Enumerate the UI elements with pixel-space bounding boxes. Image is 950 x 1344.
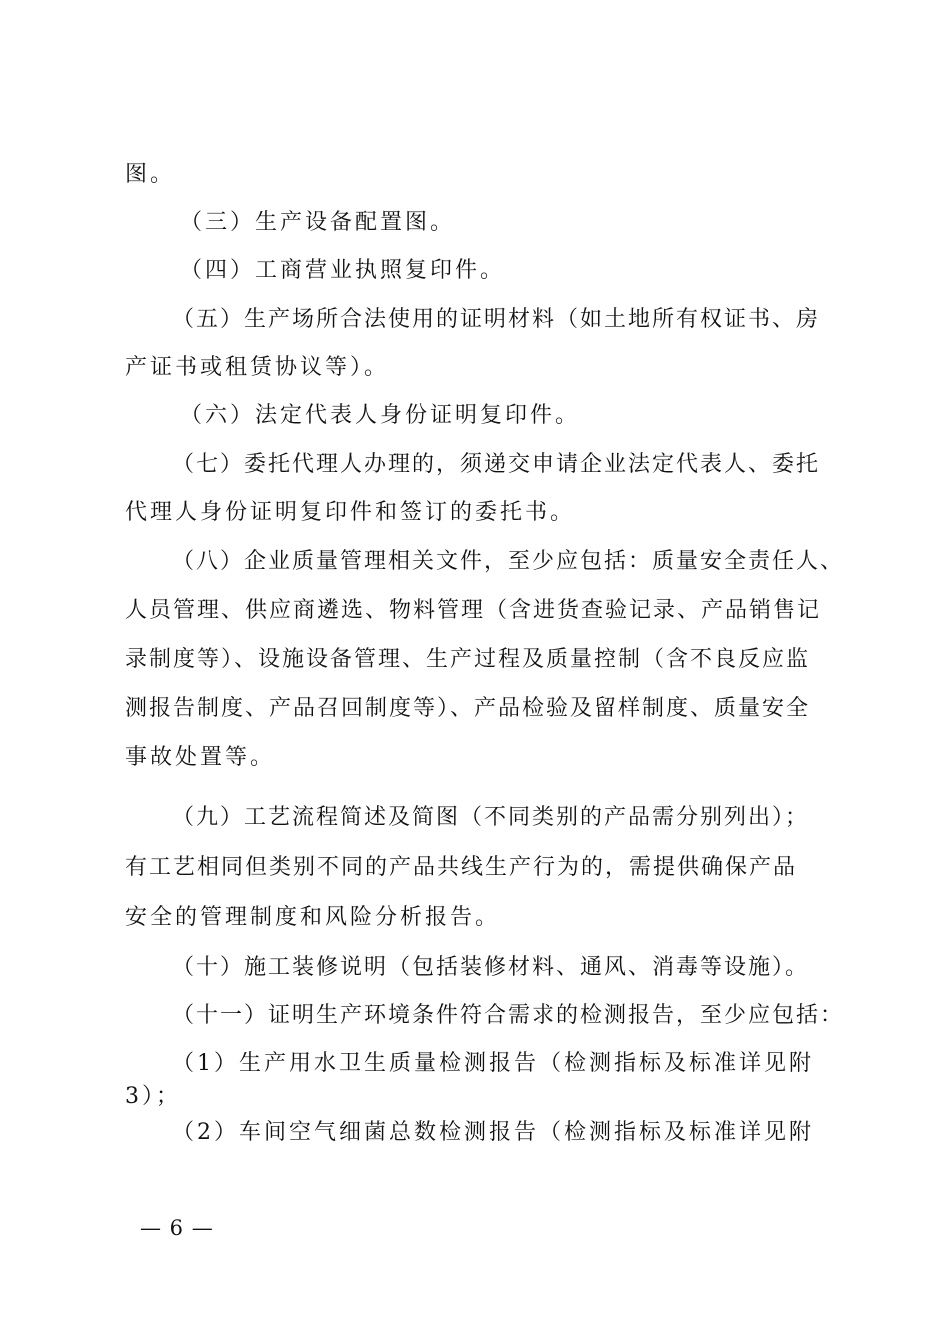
page-number: — 6 — <box>140 1216 214 1240</box>
text-line: （1）生产用水卫生质量检测报告（检测指标及标准详见附 <box>172 1051 814 1076</box>
text-line: 录制度等）、设施设备管理、生产过程及质量控制（含不良反应监 <box>125 647 811 672</box>
text-line: 人员管理、供应商遴选、物料管理（含进货查验记录、产品销售记 <box>125 598 822 623</box>
text-line: 测报告制度、产品召回制度等）、产品检验及留样制度、质量安全 <box>125 696 811 721</box>
text-line: 代理人身份证明复印件和签订的委托书。 <box>125 500 576 525</box>
text-line: （2）车间空气细菌总数检测报告（检测指标及标准详见附 <box>172 1120 814 1145</box>
text-line: （八）企业质量管理相关文件，至少应包括：质量安全责任人、 <box>172 549 845 574</box>
text-line: 产证书或租赁协议等）。 <box>125 355 390 380</box>
text-line: 有工艺相同但类别不同的产品共线生产行为的，需提供确保产品 <box>125 855 798 880</box>
text-line: 图。 <box>125 162 176 187</box>
text-line: （六）法定代表人身份证明复印件。 <box>180 403 581 428</box>
text-line: 安全的管理制度和风险分析报告。 <box>125 905 501 930</box>
text-line: （九）工艺流程简述及简图（不同类别的产品需分别列出）； <box>172 805 810 830</box>
text-line: 3）； <box>125 1084 181 1109</box>
text-line: 事故处置等。 <box>125 745 276 770</box>
text-line: （四）工商营业执照复印件。 <box>180 258 506 283</box>
text-line: （三）生产设备配置图。 <box>180 210 456 235</box>
text-line: （十一）证明生产环境条件符合需求的检测报告，至少应包括： <box>172 1003 845 1028</box>
text-line: （七）委托代理人办理的，须递交申请企业法定代表人、委托 <box>172 452 821 477</box>
text-line: （五）生产场所合法使用的证明材料（如土地所有权证书、房 <box>172 307 821 332</box>
text-line: （十）施工装修说明（包括装修材料、通风、消毒等设施）。 <box>172 955 810 980</box>
